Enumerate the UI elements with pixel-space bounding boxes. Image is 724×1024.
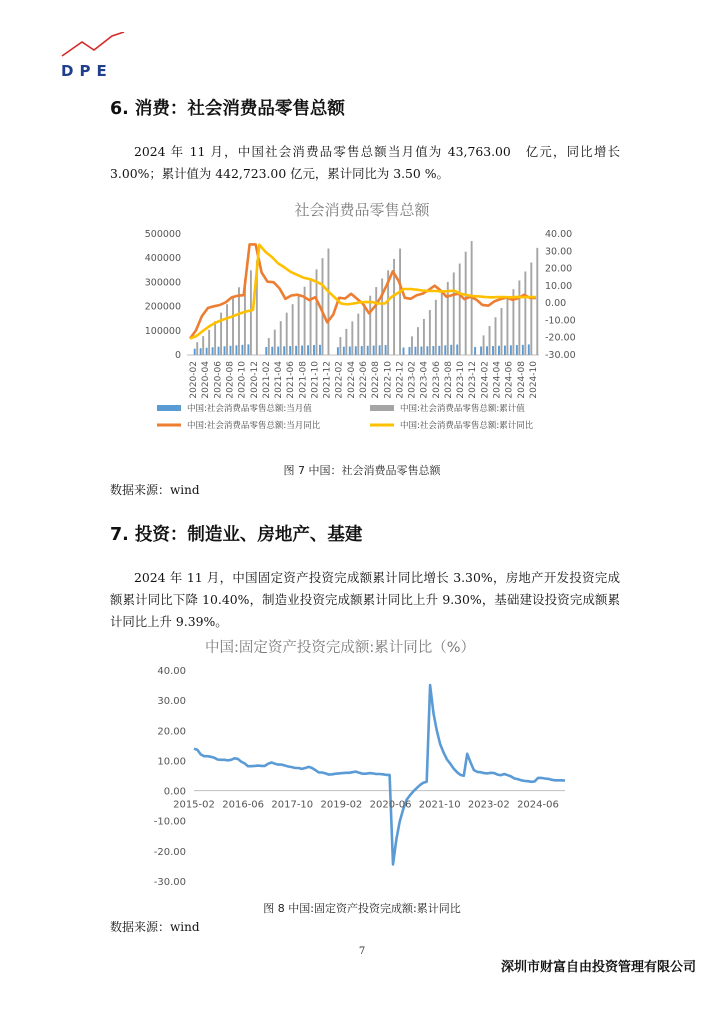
- bar-monthly-value: [206, 348, 208, 355]
- x-tick-label: 2023-08: [443, 361, 454, 399]
- bar-cumulative-value: [208, 330, 210, 355]
- y-left-tick-label: 300000: [144, 277, 181, 289]
- y-right-tick-label: 30.00: [545, 246, 573, 258]
- bar-cumulative-value: [351, 321, 353, 355]
- bar-monthly-value: [343, 347, 345, 355]
- x-tick-label: 2016-06: [222, 799, 265, 811]
- legend-swatch: [157, 405, 181, 411]
- y-left-tick-label: 0: [174, 350, 181, 361]
- bar-monthly-value: [247, 344, 249, 355]
- bar-monthly-value: [516, 345, 518, 355]
- y-left-tick-label: 400000: [144, 253, 181, 265]
- x-tick-label: 2023-06: [431, 361, 442, 399]
- y-right-tick-label: -20.00: [545, 332, 576, 344]
- bar-cumulative-value: [226, 304, 228, 355]
- bar-monthly-value: [420, 347, 422, 355]
- figure7-caption: 图 7 中国：社会消费品零售总额: [283, 464, 441, 477]
- bar-monthly-value: [456, 345, 458, 355]
- bar-cumulative-value: [238, 287, 240, 355]
- bar-cumulative-value: [518, 280, 520, 355]
- x-tick-label: 2022-12: [395, 361, 406, 399]
- bar-monthly-value: [438, 346, 440, 355]
- x-tick-label: 2023-04: [419, 361, 430, 399]
- y-tick-label: 40.00: [157, 666, 186, 677]
- bar-cumulative-value: [495, 317, 497, 355]
- company-name: 深圳市财富自由投资管理有限公司: [500, 960, 696, 975]
- y-tick-label: 30.00: [157, 696, 186, 708]
- x-tick-label: 2023-12: [468, 361, 479, 399]
- bar-monthly-value: [528, 344, 530, 355]
- bar-cumulative-value: [345, 329, 347, 355]
- bar-monthly-value: [194, 349, 196, 355]
- x-tick-label: 2021-08: [298, 361, 309, 399]
- x-tick-label: 2017-10: [271, 799, 314, 811]
- bar-monthly-value: [355, 346, 357, 355]
- x-tick-label: 2023-02: [467, 799, 510, 811]
- bar-cumulative-value: [369, 296, 371, 355]
- bar-cumulative-value: [375, 287, 377, 355]
- bar-monthly-value: [450, 345, 452, 355]
- x-tick-label: 2020-08: [225, 361, 236, 399]
- bar-monthly-value: [486, 346, 488, 355]
- bar-cumulative-value: [447, 282, 449, 355]
- bar-monthly-value: [349, 347, 351, 355]
- bar-monthly-value: [409, 347, 411, 355]
- bar-cumulative-value: [274, 330, 276, 355]
- bar-cumulative-value: [399, 249, 401, 355]
- bar-cumulative-value: [489, 326, 491, 355]
- bar-monthly-value: [367, 346, 369, 355]
- bar-cumulative-value: [298, 295, 300, 355]
- bar-monthly-value: [230, 346, 232, 355]
- bar-monthly-value: [498, 346, 500, 355]
- bar-monthly-value: [277, 347, 279, 355]
- y-right-tick-label: 20.00: [545, 263, 573, 275]
- bar-monthly-value: [265, 347, 267, 355]
- bar-cumulative-value: [465, 252, 467, 355]
- figure8-caption: 图 8 中国:固定资产投资完成额:累计同比: [263, 902, 461, 915]
- bar-cumulative-value: [524, 272, 526, 355]
- legend-swatch: [370, 405, 394, 411]
- bar-monthly-value: [283, 346, 285, 355]
- bar-cumulative-value: [483, 335, 485, 355]
- y-tick-label: 10.00: [157, 756, 186, 768]
- bar-monthly-value: [236, 345, 238, 355]
- line-cumulative-yoy: [190, 245, 536, 339]
- y-right-tick-label: 40.00: [545, 229, 573, 240]
- bar-cumulative-value: [441, 291, 443, 355]
- logo-text: DPE: [61, 62, 113, 80]
- bar-cumulative-value: [381, 279, 383, 355]
- bar-cumulative-value: [280, 321, 282, 355]
- y-left-tick-label: 500000: [144, 229, 181, 240]
- bar-monthly-value: [426, 346, 428, 355]
- y-right-tick-label: 0.00: [545, 298, 567, 310]
- y-right-tick-label: -10.00: [545, 315, 576, 327]
- x-tick-label: 2024-02: [480, 360, 491, 399]
- x-tick-label: 2022-06: [359, 361, 369, 399]
- figure7-source: 数据来源：wind: [110, 483, 200, 497]
- legend-label: 中国:社会消费品零售总额:当月值: [187, 404, 312, 414]
- bar-monthly-value: [200, 348, 202, 355]
- bar-cumulative-value: [417, 327, 419, 355]
- x-tick-label: 2020-06: [213, 361, 224, 399]
- bar-monthly-value: [373, 346, 375, 355]
- y-left-tick-label: 200000: [144, 301, 181, 313]
- bar-cumulative-value: [310, 278, 312, 355]
- x-tick-label: 2024-08: [516, 361, 527, 399]
- x-tick-label: 2024-10: [528, 361, 539, 399]
- bar-monthly-value: [510, 345, 512, 355]
- bar-cumulative-value: [429, 310, 431, 355]
- bar-cumulative-value: [506, 298, 508, 355]
- line-fai-cumulative-yoy: [194, 685, 565, 864]
- x-tick-label: 2021-06: [286, 361, 297, 399]
- bar-cumulative-value: [196, 342, 198, 355]
- bar-monthly-value: [337, 347, 339, 355]
- bar-monthly-value: [313, 345, 315, 355]
- bar-cumulative-value: [453, 272, 455, 355]
- section6-paragraph: 2024 年 11 月，中国社会消费品零售总额当月值为 43,763.00 亿元，同比增长 3.00%；累计值为 442,723.00 亿元，累计同比为 3.50 %。: [110, 144, 620, 181]
- bar-cumulative-value: [250, 270, 252, 355]
- y-tick-label: -20.00: [153, 846, 186, 858]
- bar-cumulative-value: [292, 304, 294, 355]
- bar-monthly-value: [224, 346, 226, 355]
- page-number: 7: [358, 946, 366, 957]
- bar-monthly-value: [241, 345, 243, 355]
- bar-monthly-value: [319, 345, 321, 355]
- y-tick-label: 20.00: [157, 726, 186, 738]
- y-tick-label: 0.00: [163, 786, 186, 798]
- bar-monthly-value: [522, 345, 524, 355]
- bar-monthly-value: [403, 347, 405, 355]
- bar-monthly-value: [361, 346, 363, 355]
- bar-cumulative-value: [214, 321, 216, 355]
- bar-cumulative-value: [459, 264, 461, 355]
- legend-label: 中国:社会消费品零售总额:累计同比: [400, 421, 534, 431]
- bar-cumulative-value: [501, 308, 503, 355]
- y-tick-label: -10.00: [153, 816, 186, 828]
- x-tick-label: 2024-06: [504, 360, 515, 399]
- bar-monthly-value: [218, 347, 220, 355]
- bar-cumulative-value: [435, 300, 437, 355]
- x-tick-label: 2022-10: [383, 361, 394, 399]
- bar-cumulative-value: [536, 248, 538, 355]
- bar-monthly-value: [289, 346, 291, 355]
- bar-cumulative-value: [268, 338, 270, 355]
- x-tick-label: 2022-04: [346, 361, 357, 399]
- bar-monthly-value: [379, 345, 381, 355]
- bar-cumulative-value: [423, 319, 425, 355]
- x-tick-label: 2023-02: [407, 361, 418, 399]
- chart1-retail-sales: [0, 222, 724, 492]
- bar-cumulative-value: [411, 336, 413, 355]
- figure8-source: 数据来源：wind: [110, 920, 200, 934]
- x-tick-label: 2021-10: [418, 799, 461, 811]
- bar-cumulative-value: [530, 263, 532, 355]
- bar-monthly-value: [385, 345, 387, 355]
- bar-cumulative-value: [202, 336, 204, 355]
- x-tick-label: 2024-06: [517, 799, 559, 811]
- x-tick-label: 2023-10: [456, 361, 467, 399]
- y-right-tick-label: -30.00: [545, 350, 576, 361]
- bar-monthly-value: [414, 347, 416, 355]
- bar-monthly-value: [271, 347, 273, 355]
- y-right-tick-label: 10.00: [545, 280, 573, 292]
- bar-cumulative-value: [357, 314, 359, 355]
- x-tick-label: 2022-02: [334, 361, 345, 399]
- x-tick-label: 2021-04: [274, 361, 285, 399]
- bar-monthly-value: [480, 347, 482, 355]
- bar-cumulative-value: [328, 249, 330, 355]
- x-tick-label: 2020-04: [201, 361, 212, 399]
- x-tick-label: 2020-10: [237, 361, 248, 399]
- chart1-title: 社会消费品零售总额: [294, 201, 430, 219]
- legend-label: 中国:社会消费品零售总额:当月同比: [187, 421, 321, 431]
- bar-monthly-value: [307, 345, 309, 355]
- chart2-fai-cumulative-yoy: [0, 658, 724, 898]
- x-tick-label: 2021-02: [261, 361, 272, 399]
- legend-label: 中国:社会消费品零售总额:累计值: [400, 404, 525, 414]
- x-tick-label: 2019-02: [320, 799, 363, 811]
- bar-monthly-value: [212, 347, 214, 355]
- section7-paragraph: 2024 年 11 月，中国固定资产投资完成额累计同比增长 3.30%，房地产开发投资完成额累计同比下降 10.40%，制造业投资完成额累计同比上升 9.30%，基础建设投资完成额累计同比上升 9.39%。: [110, 570, 620, 629]
- bar-cumulative-value: [232, 296, 234, 355]
- chart2-title: 中国:固定资产投资完成额:累计同比（%）: [205, 640, 476, 656]
- y-left-tick-label: 100000: [144, 325, 181, 337]
- bar-cumulative-value: [339, 337, 341, 355]
- x-tick-label: 2021-12: [322, 361, 333, 399]
- x-tick-label: 2015-02: [173, 799, 215, 811]
- bar-cumulative-value: [322, 258, 324, 355]
- bar-monthly-value: [295, 346, 297, 355]
- bar-monthly-value: [504, 346, 506, 355]
- x-tick-label: 2020-12: [249, 361, 260, 399]
- bar-monthly-value: [474, 347, 476, 355]
- bar-cumulative-value: [363, 304, 365, 355]
- x-tick-label: 2024-04: [492, 360, 503, 399]
- bar-monthly-value: [492, 346, 494, 355]
- x-tick-label: 2020-06: [369, 799, 412, 811]
- bar-monthly-value: [301, 346, 303, 355]
- y-tick-label: -30.00: [153, 877, 186, 888]
- x-tick-label: 2020-02: [189, 361, 200, 399]
- line-monthly-yoy: [190, 244, 536, 338]
- bar-monthly-value: [432, 346, 434, 355]
- section7-heading: 7. 投资：制造业、房地产、基建: [110, 525, 363, 545]
- bar-cumulative-value: [286, 313, 288, 355]
- bar-monthly-value: [444, 345, 446, 355]
- x-tick-label: 2021-10: [310, 361, 321, 399]
- section6-heading: 6. 消费：社会消费品零售总额: [110, 99, 345, 119]
- x-tick-label: 2022-08: [371, 361, 382, 399]
